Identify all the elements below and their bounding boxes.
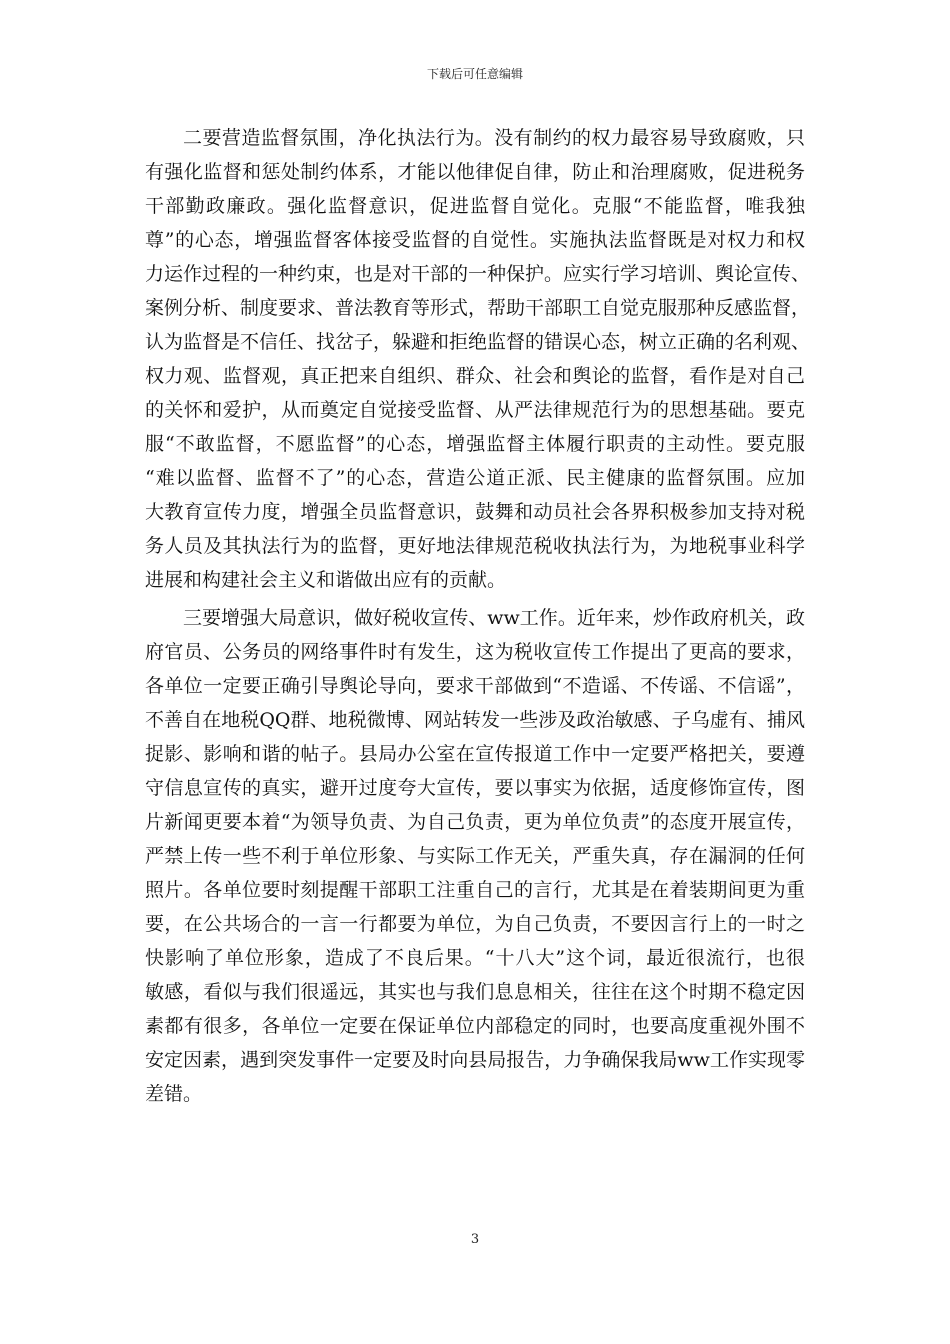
page-number: 3 xyxy=(470,1232,480,1247)
text-line: 二要营造监督氛围，净化执法行为。没有制约的权力最容易导致腐败，只 xyxy=(183,127,805,149)
text-line: 要，在公共场合的一言一行都要为单位，为自己负责，不要因言行上的一时之 xyxy=(145,913,805,935)
page-header: 下载后可任意编辑 xyxy=(426,67,523,81)
text-line: 府官员、公务员的网络事件时有发生，这为税收宣传工作提出了更高的要求， xyxy=(145,641,805,663)
text-line: 三要增强大局意识，做好税收宣传、ww工作。近年来，炒作政府机关，政 xyxy=(183,607,805,629)
text-line: 尊”的心态，增强监督客体接受监督的自觉性。实施执法监督既是对权力和权 xyxy=(145,229,805,251)
text-line: 守信息宣传的真实，避开过度夸大宣传，要以事实为依据，适度修饰宣传，图 xyxy=(145,777,805,799)
text-line: “难以监督、监督不了”的心态，营造公道正派、民主健康的监督氛围。应加 xyxy=(145,467,805,489)
text-line: 务人员及其执法行为的监督，更好地法律规范税收执法行为，为地税事业科学 xyxy=(145,535,805,557)
text-line: 进展和构建社会主义和谐做出应有的贡献。 xyxy=(145,569,507,591)
text-line: 安定因素，遇到突发事件一定要及时向县局报告，力争确保我局ww工作实现零 xyxy=(145,1049,805,1071)
text-line: 敏感，看似与我们很遥远，其实也与我们息息相关，往往在这个时期不稳定因 xyxy=(145,981,805,1003)
text-line: 权力观、监督观，真正把来自组织、群众、社会和舆论的监督，看作是对自己 xyxy=(145,365,805,387)
text-line: 干部勤政廉政。强化监督意识，促进监督自觉化。克服“不能监督，唯我独 xyxy=(145,195,805,217)
text-line: 片新闻更要本着“为领导负责、为自己负责，更为单位负责”的态度开展宣传， xyxy=(145,811,805,833)
text-line: 捉影、影响和谐的帖子。县局办公室在宣传报道工作中一定要严格把关，要遵 xyxy=(145,743,805,765)
text-line: 不善自在地税QQ群、地税微博、网站转发一些涉及政治敏感、子乌虚有、捕风 xyxy=(145,709,805,731)
text-line: 各单位一定要正确引导舆论导向，要求干部做到“不造谣、不传谣、不信谣”， xyxy=(145,675,805,697)
text-line: 快影响了单位形象，造成了不良后果。“十八大”这个词，最近很流行，也很 xyxy=(145,947,805,969)
text-line: 的关怀和爱护，从而奠定自觉接受监督、从严法律规范行为的思想基础。要克 xyxy=(145,399,805,421)
text-line: 服“不敢监督，不愿监督”的心态，增强监督主体履行职责的主动性。要克服 xyxy=(145,433,805,455)
text-line: 大教育宣传力度，增强全员监督意识，鼓舞和动员社会各界积极参加支持对税 xyxy=(145,501,805,523)
text-line: 认为监督是不信任、找岔子，躲避和拒绝监督的错误心态，树立正确的名利观、 xyxy=(145,331,811,353)
text-line: 有强化监督和惩处制约体系，才能以他律促自律，防止和治理腐败，促进税务 xyxy=(145,161,805,183)
text-line: 力运作过程的一种约束，也是对干部的一种保护。应实行学习培训、舆论宣传、 xyxy=(145,263,811,285)
text-line: 案例分析、制度要求、普法教育等形式，帮助干部职工自觉克服那种反感监督， xyxy=(145,297,811,319)
text-line: 照片。各单位要时刻提醒干部职工注重自己的言行，尤其是在着装期间更为重 xyxy=(145,879,805,901)
text-line: 素都有很多，各单位一定要在保证单位内部稳定的同时，也要高度重视外围不 xyxy=(145,1015,805,1037)
text-line: 严禁上传一些不利于单位形象、与实际工作无关，严重失真，存在漏洞的任何 xyxy=(145,845,805,867)
text-line: 差错。 xyxy=(145,1083,203,1105)
